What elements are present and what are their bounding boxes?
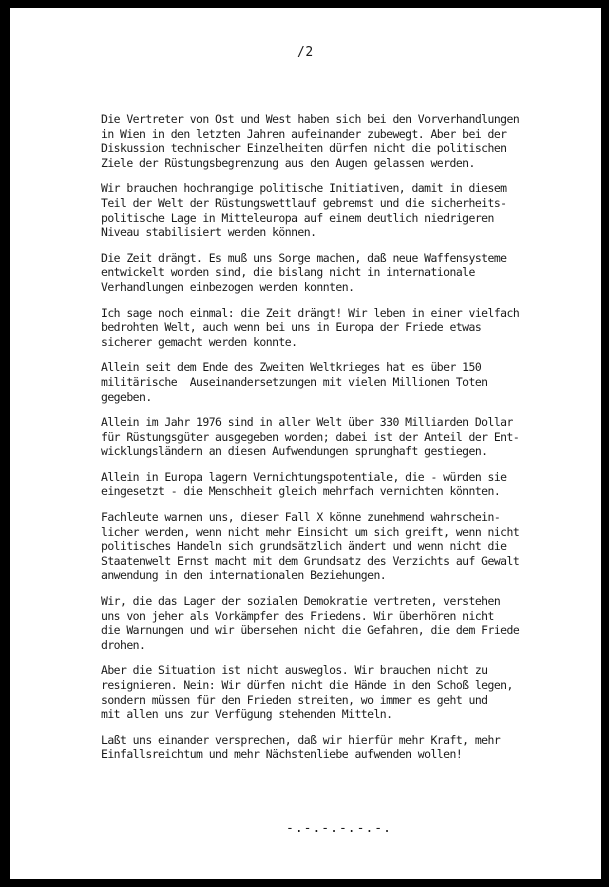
paragraph-10: Aber die Situation ist nicht ausweglos. Wir brauchen nicht zu resignieren. Nein: Wir dürfen nicht die Hände in den Schoß legen, sondern müssen für den Frieden streiten, wo immer es geht und mit allen uns zur Verfügung stehenden Mitteln. [101, 663, 513, 722]
page-number: /2 [297, 45, 314, 60]
paragraph-7: Allein in Europa lagern Vernichtungspotentiale, die - würden sie eingesetzt - die Menschheit gleich mehrfach vernichten könnten. [101, 469, 507, 499]
paragraph-3: Die Zeit drängt. Es muß uns Sorge machen, daß neue Waffensysteme entwickelt worden sind, die bislang nicht in internationale Verhandlungen einbezogen werden konnten. [101, 250, 507, 294]
paragraph-1: Die Vertreter von Ost und West haben sich bei den Vorverhandlungen in Wien in den letzten Jahren aufeinander zubewegt. Aber bei der Diskussion technischer Einzelheiten dürfen nicht die politischen Ziele der Rüstungsbegrenzung aus den Augen gelassen werden. [101, 112, 520, 170]
body-text [101, 112, 601, 773]
paragraph-4: Ich sage noch einmal: die Zeit drängt! Wir leben in einer vielfach bedrohten Welt, auch wenn bei uns in Europa der Friede etwas sicherer gemacht werden konnte. [101, 305, 520, 349]
document-page [10, 8, 601, 879]
paragraph-9: Wir, die das Lager der sozialen Demokratie vertreten, verstehen uns von jeher als Vorkämpfer des Friedens. Wir überhören nicht die Warnungen und wir übersehen nicht die Gefahren, die dem Friede drohen. [101, 594, 520, 652]
paragraph-11: Laßt uns einander versprechen, daß wir hierfür mehr Kraft, mehr Einfallsreichtum und mehr Nächstenliebe aufwenden wollen! [101, 732, 501, 762]
paragraph-8: Fachleute warnen uns, dieser Fall X könne zunehmend wahrschein- licher werden, wenn nicht mehr Einsicht um sich greift, wenn nicht politisches Handeln sich grundsätzlich ändert und wenn nicht die Staatenwelt Ernst macht mit dem Grundsatz des Verzichts auf Gewalt anwendung in den internationalen Beziehungen. [101, 510, 520, 583]
paragraph-2: Wir brauchen hochrangige politische Initiativen, damit in diesem Teil der Welt der Rüstungswettlauf gebremst und die sicherheits- politische Lage in Mitteleuropa auf einem deutlich niedrigeren Niveau stabilisiert werden können. [101, 181, 507, 240]
paragraph-6: Allein im Jahr 1976 sind in aller Welt über 330 Milliarden Dollar für Rüstungsgüter ausgegeben worden; dabei ist der Anteil der Ent- wicklungsländern an diesen Aufwendungen sprunghaft gestiegen. [101, 415, 520, 459]
end-mark: -.-.-.-.-.-. [286, 821, 392, 836]
paragraph-5: Allein seit dem Ende des Zweiten Weltkrieges hat es über 150 militärische Auseinandersetzungen mit vielen Millionen Toten gegeben. [101, 360, 488, 404]
